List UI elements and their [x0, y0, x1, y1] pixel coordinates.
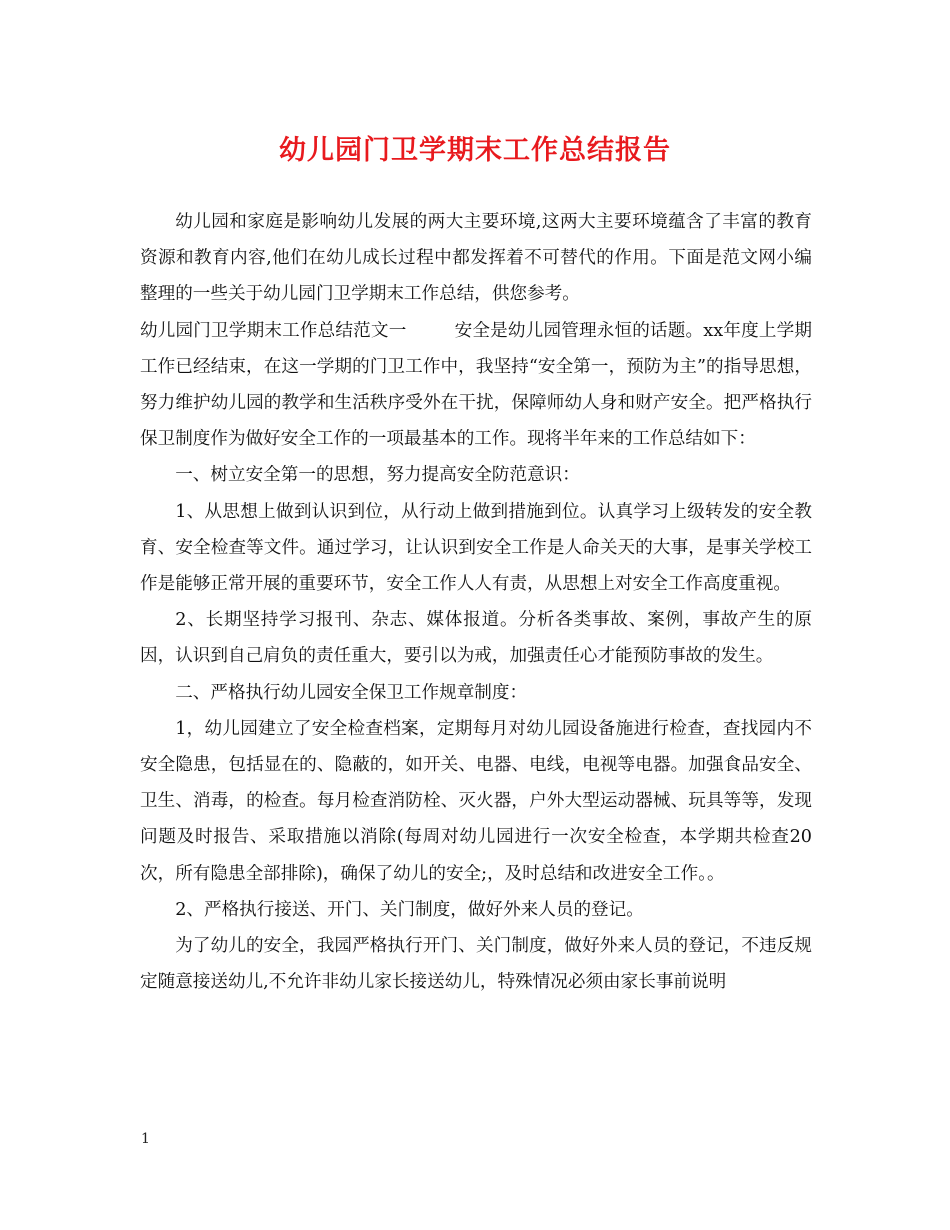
paragraph-thinking: 1、从思想上做到认识到位，从行动上做到措施到位。认真学习上级转发的安全教育、安全检查等文件。通过学习，让认识到安全工作是人命关天的大事，是事关学校工作是能够正常开展的重要环节，安全工作人人有责，从思想上对安全工作高度重视。 — [140, 501, 812, 595]
paragraph-visitor-registration: 为了幼儿的安全，我园严格执行开门、关门制度，做好外来人员的登记，不违反规定随意接送幼儿,不允许非幼儿家长接送幼儿，特殊情况必须由家长事前说明 — [140, 936, 812, 993]
document-body — [140, 204, 812, 1000]
paragraph-door-policy: 2、严格执行接送、开门、关门制度，做好外来人员的登记。 — [175, 899, 644, 920]
section-paragraph — [140, 313, 812, 458]
section-lead-text: 安全是幼儿园管理永恒的话题。xx年度上学期工作已经结束，在这一学期的门卫工作中，我坚持“安全第一，预防为主”的指导思想，努力维护幼儿园的教学和生活秩序受外在干扰，保障师幼人身和财产安全。把严格执行保卫制度作为做好安全工作的一项最基本的工作。现将半年来的工作总结如下： — [140, 320, 812, 450]
paragraph-rules-heading: 二、严格执行幼儿园安全保卫工作规章制度： — [175, 682, 528, 703]
page-number: 1 — [141, 1131, 150, 1147]
document-title: 幼儿园门卫学期末工作总结报告 — [279, 135, 671, 166]
paragraph-study: 2、长期坚持学习报刊、杂志、媒体报道。分析各类事故、案例，事故产生的原因，认识到自己肩负的责任重大，要引以为戒，加强责任心才能预防事故的发生。 — [140, 610, 812, 667]
paragraph-safety-heading: 一、树立安全第一的思想，努力提高安全防范意识： — [175, 465, 580, 486]
paragraph-inspection: 1，幼儿园建立了安全检查档案，定期每月对幼儿园设备施进行检查，查找园内不安全隐患，包括显在的、隐蔽的，如开关、电器、电线，电视等电器。加强食品安全、卫生、消毒，的检查。每月检查消防栓、灭火器，户外大型运动器械、玩具等等，发现问题及时报告、采取措施以消除(每周对幼儿园进行一次安全检查，本学期共检查20次，所有隐患全部排除)，确保了幼儿的安全;，及时总结和改进安全工作。。 — [140, 718, 812, 884]
intro-paragraph: 幼儿园和家庭是影响幼儿发展的两大主要环境,这两大主要环境蕴含了丰富的教育资源和教育内容,他们在幼儿成长过程中都发挥着不可替代的作用。下面是范文网小编整理的一些关于幼儿园门卫学期末工作总结，供您参考。 — [140, 212, 812, 305]
section-heading: 幼儿园门卫学期末工作总结范文一 — [140, 320, 407, 341]
